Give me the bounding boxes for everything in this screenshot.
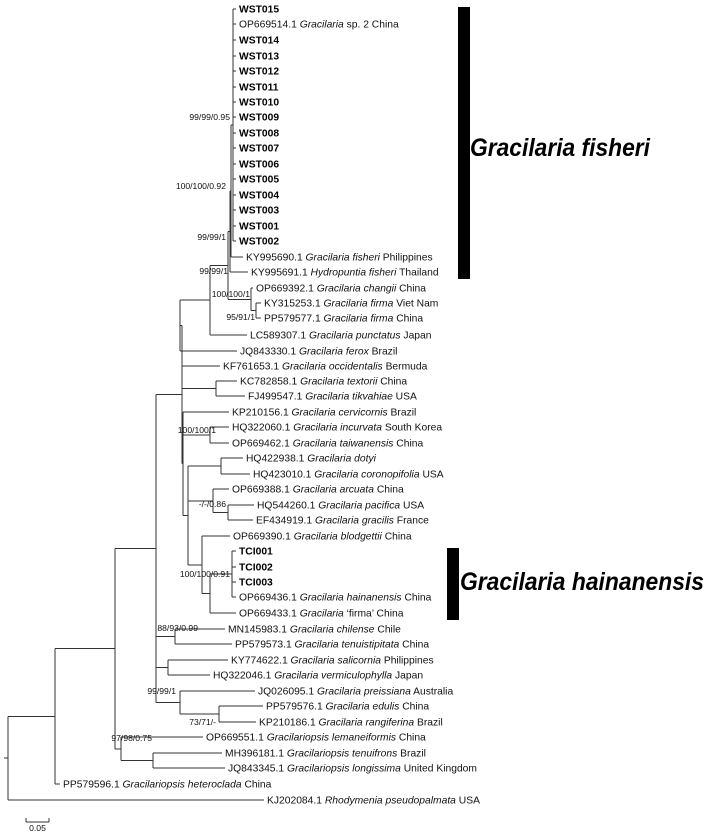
- tip-location: USA: [400, 500, 425, 512]
- tip-accession: MN145983.1: [228, 624, 287, 636]
- tip-accession: WST011: [239, 82, 279, 94]
- tip-location: China: [381, 531, 412, 543]
- tip-accession: OP669388.1: [232, 484, 290, 496]
- tip-location: Philippines: [379, 252, 433, 264]
- tip-location: China: [241, 779, 272, 791]
- tip-accession: JQ843345.1: [228, 763, 285, 775]
- tip-accession: WST006: [239, 159, 280, 171]
- tip-species: Gracilariopsis heteroclada: [119, 779, 242, 791]
- tip-label: [239, 113, 279, 124]
- tip-accession: KP210156.1: [232, 407, 289, 419]
- scale-bar: [26, 818, 49, 833]
- tip-label: [259, 718, 443, 729]
- tip-species: Gracilariopsis longissima: [284, 763, 401, 775]
- clade-label-hainanensis: Gracilaria hainanensis: [460, 568, 705, 596]
- tip-location: USA: [392, 391, 417, 403]
- tip-label: [228, 764, 477, 775]
- tip-label: [233, 532, 412, 543]
- tip-accession: PP579596.1: [63, 779, 120, 791]
- tip-label: [239, 144, 279, 155]
- tip-species: sp. 2: [343, 19, 369, 31]
- tip-accession: HQ423010.1: [253, 469, 312, 481]
- tip-accession: OP669436.1: [239, 592, 297, 604]
- tip-species: Gracilaria changii: [313, 283, 397, 295]
- tip-label: [267, 796, 480, 807]
- tip-label: [239, 5, 279, 16]
- tip-label: [228, 625, 401, 636]
- tip-accession: KF761653.1: [223, 361, 280, 373]
- tip-species: Gracilaria gracilis: [312, 515, 394, 527]
- tip-species: Gracilaria tikvahiae: [302, 391, 393, 403]
- tip-species: Gracilaria occidentalis: [279, 361, 383, 373]
- tip-species: Gracilaria preissiana: [314, 686, 411, 698]
- tip-location: South Korea: [381, 422, 443, 434]
- tip-label: [239, 98, 279, 109]
- tip-label: [258, 687, 453, 698]
- support-value: 97/98/0.75: [111, 733, 152, 743]
- tip-label: [239, 593, 432, 604]
- tip-species: Gracilaria tenuistipitata: [291, 639, 400, 651]
- tip-location: Japan: [400, 330, 432, 342]
- support-value: 100/100/0.91: [179, 569, 230, 579]
- tip-accession: HQ544260.1: [257, 500, 316, 512]
- tip-label: [239, 160, 279, 171]
- clade-bar-fisheri: [458, 7, 470, 279]
- tip-accession: LC589307.1: [250, 330, 307, 342]
- tip-location: China: [393, 438, 424, 450]
- tip-label: [266, 702, 429, 713]
- tip-genus: Gracilaria: [296, 608, 344, 620]
- tip-labels: [63, 5, 480, 807]
- tip-label: [206, 733, 426, 744]
- tip-label: [246, 253, 433, 264]
- tip-accession: OP669433.1: [239, 608, 297, 620]
- tip-species: Gracilaria rangiferina: [315, 717, 415, 729]
- tip-location: Brazil: [397, 748, 426, 760]
- tip-accession: OP669514.1: [239, 19, 297, 31]
- clade-label-fisheri: Gracilaria fisheri: [470, 134, 651, 162]
- tip-label: [239, 563, 273, 574]
- tip-location: USA: [419, 469, 444, 481]
- support-value: -/-/0.86: [198, 499, 226, 509]
- tip-species: Gracilaria hainanensis: [296, 592, 402, 604]
- tip-label: [240, 347, 397, 358]
- tip-accession: WST012: [239, 66, 280, 78]
- tip-label: [232, 439, 423, 450]
- tip-location: France: [393, 515, 429, 527]
- tip-accession: FJ499547.1: [248, 391, 303, 403]
- tip-accession: OP669551.1: [206, 732, 264, 744]
- tip-label: [239, 237, 279, 248]
- tip-species: Gracilariopsis tenuifrons: [283, 748, 398, 760]
- tip-location: Chile: [374, 624, 401, 636]
- tip-species: Gracilaria ferox: [296, 346, 369, 358]
- tip-species: Gracilaria blodgettii: [290, 531, 382, 543]
- tip-location: United Kingdom: [400, 763, 477, 775]
- tip-label: [239, 191, 279, 202]
- tip-accession: WST015: [239, 4, 280, 16]
- tip-location: China: [396, 283, 427, 295]
- tip-location: China: [373, 608, 404, 620]
- tip-label: [239, 175, 279, 186]
- tip-label: [256, 284, 426, 295]
- tip-label: [246, 454, 377, 465]
- tip-accession: JQ026095.1: [258, 686, 315, 698]
- tip-species: Gracilaria firma: [320, 313, 394, 325]
- clade-bar-hainanensis: [447, 548, 459, 620]
- tip-species: Gracilaria chilense: [286, 624, 375, 636]
- tip-species: Gracilaria fisheri: [302, 252, 380, 264]
- tip-label: [250, 331, 432, 342]
- support-value: 88/93/0.99: [157, 623, 198, 633]
- tip-label: [257, 501, 424, 512]
- tip-label: [231, 656, 434, 667]
- tip-accession: JQ843330.1: [240, 346, 297, 358]
- tip-label: [239, 578, 273, 589]
- tip-accession: WST013: [239, 51, 280, 63]
- tip-species: Gracilaria edulis: [322, 701, 400, 713]
- tip-species: ‘firma’: [343, 608, 374, 620]
- tip-label: [239, 36, 279, 47]
- tip-accession: HQ422938.1: [246, 453, 305, 465]
- tip-accession: KJ202084.1: [267, 795, 322, 807]
- tip-species: Hydropuntia fisheri: [307, 267, 397, 279]
- support-value: 100/100/0.92: [175, 181, 226, 191]
- tip-label: [239, 609, 404, 620]
- tip-label: [63, 780, 272, 791]
- tip-label: [239, 222, 279, 233]
- tip-species: Gracilaria vermiculophylla: [271, 670, 393, 682]
- tip-label: [239, 129, 279, 140]
- tip-label: [239, 83, 279, 94]
- tip-species: Gracilaria pacifica: [315, 500, 401, 512]
- tip-accession: OP669462.1: [232, 438, 290, 450]
- tip-species: Gracilaria textorii: [297, 376, 378, 388]
- tip-accession: KY315253.1: [264, 298, 321, 310]
- tip-accession: TCI003: [239, 577, 273, 589]
- tip-location: Australia: [410, 686, 454, 698]
- tip-location: China: [368, 19, 399, 31]
- tip-label: [248, 392, 417, 403]
- support-value: 99/99/1: [197, 232, 226, 242]
- tip-location: USA: [455, 795, 480, 807]
- tip-accession: PP579573.1: [235, 639, 292, 651]
- tip-accession: WST002: [239, 236, 280, 248]
- tip-accession: WST010: [239, 97, 280, 109]
- tip-accession: KY995691.1: [251, 267, 308, 279]
- tip-accession: WST014: [239, 35, 280, 47]
- tip-location: Bermuda: [382, 361, 428, 373]
- tip-location: China: [373, 484, 404, 496]
- tip-label: [239, 206, 279, 217]
- tip-location: China: [396, 732, 426, 744]
- tip-species: Gracilaria incurvata: [290, 422, 382, 434]
- tip-species: Rhodymenia pseudopalmata: [321, 795, 456, 807]
- tip-label: [232, 423, 442, 434]
- tip-accession: KY995690.1: [246, 252, 303, 264]
- tip-accession: WST008: [239, 128, 280, 140]
- tip-species: Gracilaria dotyi: [304, 453, 376, 465]
- tip-accession: HQ322046.1: [213, 670, 272, 682]
- tip-accession: WST004: [239, 190, 280, 202]
- tip-label: [240, 377, 407, 388]
- support-value: 100/100/1: [177, 425, 216, 435]
- tip-label: [235, 640, 429, 651]
- tip-label: [232, 485, 404, 496]
- tip-label: [239, 52, 279, 63]
- tip-label: [264, 314, 423, 325]
- tip-accession: TCI002: [239, 562, 273, 574]
- tip-accession: HQ322060.1: [232, 422, 291, 434]
- tip-location: Thailand: [396, 267, 439, 279]
- tip-location: China: [401, 592, 432, 604]
- tip-label: [264, 299, 438, 310]
- tip-accession: MH396181.1: [225, 748, 284, 760]
- tip-species: Gracilaria arcuata: [289, 484, 374, 496]
- tip-accession: PP579576.1: [266, 701, 323, 713]
- tip-genus: Gracilaria: [296, 19, 344, 31]
- tip-location: Brazil: [414, 717, 443, 729]
- tip-accession: TCI001: [239, 546, 273, 558]
- tip-location: Philippines: [380, 655, 434, 667]
- tip-location: Viet Nam: [393, 298, 439, 310]
- tip-accession: WST007: [239, 143, 280, 155]
- tip-accession: KP210186.1: [259, 717, 316, 729]
- tip-species: Gracilaria taiwanensis: [289, 438, 394, 450]
- tip-location: China: [377, 376, 408, 388]
- tip-accession: WST001: [239, 221, 280, 233]
- tip-accession: OP669390.1: [233, 531, 291, 543]
- tip-accession: EF434919.1: [256, 515, 313, 527]
- tip-accession: WST009: [239, 112, 280, 124]
- tip-accession: KC782858.1: [240, 376, 298, 388]
- scale-bar-label: 0.05: [29, 823, 46, 833]
- tip-species: Gracilaria coronopifolia: [311, 469, 420, 481]
- tip-location: China: [399, 639, 430, 651]
- tip-location: Brazil: [387, 407, 417, 419]
- support-value: 99/99/0.95: [189, 112, 230, 122]
- tip-species: Gracilariopsis lemaneiformis: [263, 732, 397, 744]
- tip-label: [223, 362, 428, 373]
- tip-accession: KY774622.1: [231, 655, 288, 667]
- tip-location: China: [399, 701, 430, 713]
- tip-label: [232, 408, 416, 419]
- tip-species: Gracilaria punctatus: [306, 330, 401, 342]
- tip-label: [239, 20, 399, 31]
- tip-label: [251, 268, 439, 279]
- support-value: 73/71/-: [189, 717, 216, 727]
- tip-label: [253, 470, 444, 481]
- tip-accession: OP669392.1: [256, 283, 314, 295]
- tip-species: Gracilaria firma: [320, 298, 394, 310]
- tip-label: [213, 671, 423, 682]
- tip-accession: WST005: [239, 174, 280, 186]
- support-value: 100/100/1: [211, 289, 250, 299]
- support-value: 99/99/1: [199, 266, 228, 276]
- support-value: 99/99/1: [147, 686, 176, 696]
- tip-location: Japan: [392, 670, 424, 682]
- tip-location: Brazil: [368, 346, 398, 358]
- tip-label: [239, 67, 279, 78]
- tip-label: [225, 749, 426, 760]
- tip-location: China: [393, 313, 424, 325]
- tip-label: [256, 516, 429, 527]
- support-value: 95/91/1: [226, 312, 255, 322]
- tip-accession: WST003: [239, 205, 280, 217]
- tip-species: Gracilaria cervicornis: [288, 407, 388, 419]
- tip-species: Gracilaria salicornia: [287, 655, 381, 667]
- tip-accession: PP579577.1: [264, 313, 321, 325]
- tip-label: [239, 547, 273, 558]
